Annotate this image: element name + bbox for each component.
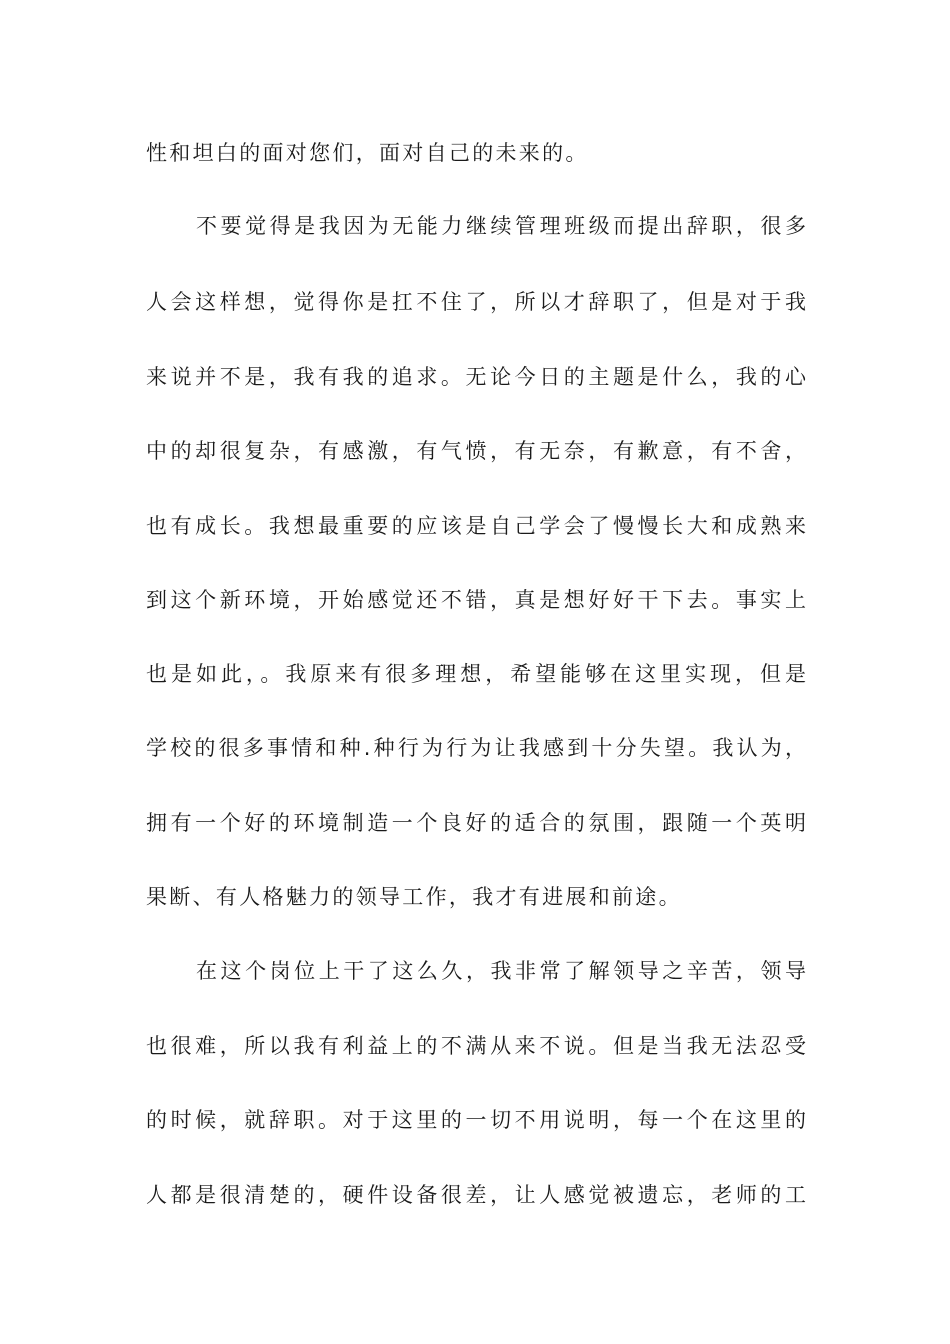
- text-line-8: 也是如此，。我原来有很多理想，希望能够在这里实现，但是: [146, 662, 806, 686]
- text-line-1: 性和坦白的面对您们，面对自己的未来的。: [146, 141, 589, 165]
- text-line-14: 的时候，就辞职。对于这里的一切不用说明，每一个在这里的: [146, 1108, 806, 1132]
- text-line-2: 不要觉得是我因为无能力继续管理班级而提出辞职，很多: [196, 214, 806, 238]
- text-line-10: 拥有一个好的环境制造一个良好的适合的氛围，跟随一个英明: [146, 811, 806, 835]
- text-line-12: 在这个岗位上干了这么久，我非常了解领导之辛苦，领导: [196, 959, 806, 983]
- text-line-5: 中的却很复杂，有感激，有气愤，有无奈，有歉意，有不舍，: [146, 439, 806, 463]
- text-line-13: 也很难，所以我有利益上的不满从来不说。但是当我无法忍受: [146, 1034, 806, 1058]
- text-line-7: 到这个新环境，开始感觉还不错，真是想好好干下去。事实上: [146, 588, 806, 612]
- text-line-9: 学校的很多事情和种.种行为行为让我感到十分失望。我认为，: [146, 736, 806, 760]
- text-line-4: 来说并不是，我有我的追求。无论今日的主题是什么，我的心: [146, 365, 806, 389]
- text-line-15: 人都是很清楚的，硬件设备很差，让人感觉被遗忘，老师的工: [146, 1183, 806, 1207]
- text-line-3: 人会这样想，觉得你是扛不住了，所以才辞职了，但是对于我: [146, 290, 806, 314]
- text-line-11: 果断、有人格魅力的领导工作，我才有进展和前途。: [146, 885, 682, 909]
- text-line-6: 也有成长。我想最重要的应该是自己学会了慢慢长大和成熟来: [146, 514, 806, 538]
